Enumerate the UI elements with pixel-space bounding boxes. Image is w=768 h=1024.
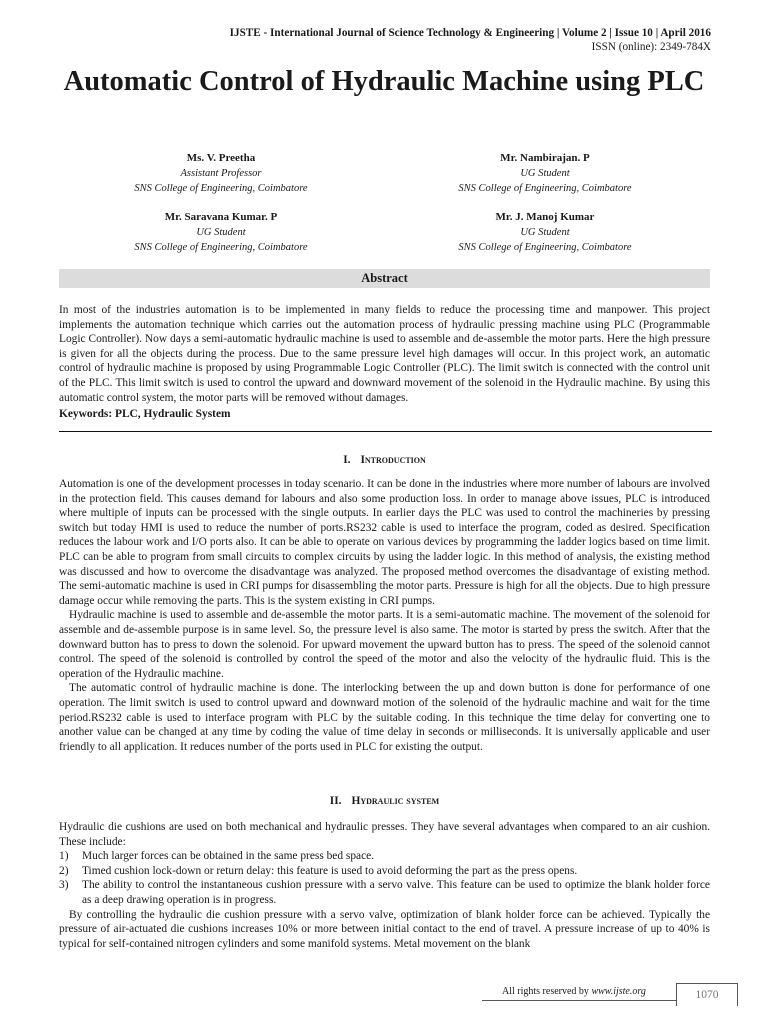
author-name: Mr. J. Manoj Kumar: [495, 211, 595, 223]
list-item: [59, 849, 710, 864]
section-heading-introduction: [59, 453, 710, 467]
author-block: [395, 210, 695, 255]
author-role: UG Student: [520, 227, 570, 238]
section-number: I.: [343, 454, 351, 466]
author-affiliation: SNS College of Engineering, Coimbatore: [134, 242, 308, 253]
list-item: [59, 864, 710, 879]
footer-rule: [482, 1000, 676, 1001]
author-block: [395, 151, 695, 196]
author-role: UG Student: [520, 168, 570, 179]
abstract-text: In most of the industries automation is to be implemented in many fields to reduce the processing time and manpower. This project implements the automation technique which carries out the automation process of hydraulic pressing machine using PLC (Programmable Logic Controller). Now days a semi-automatic hydraulic machine is used to assemble and de-assemble the motor parts. Here the high pressure is given for all the objects during the process. Due to the same pressure level high damages will occur. In this project work, an automatic control of hydraulic machine is proposed by using Programmable Logic Controller (PLC). The limit switch is connected with the control unit of the PLC. This limit switch is used to control the upward and downward movement of the solenoid in the Hydraulic machine. By using this automatic control system, the motor parts will be removed without damages.: [59, 304, 710, 404]
journal-issn: ISSN (online): 2349-784X: [591, 41, 711, 53]
rights-text: All rights reserved by: [502, 986, 589, 997]
journal-url-link[interactable]: www.ijste.org: [591, 986, 646, 997]
paragraph: Hydraulic die cushions are used on both mechanical and hydraulic presses. They have several advantages when compared to an air cushion. These include:: [59, 821, 710, 848]
section-title: Introduction: [360, 454, 426, 466]
author-role: Assistant Professor: [180, 168, 262, 179]
section-number: II.: [329, 795, 342, 807]
list-item: [59, 878, 710, 907]
paper-title: Automatic Control of Hydraulic Machine using PLC: [63, 66, 705, 97]
author-name: Ms. V. Preetha: [186, 152, 256, 164]
author-block: [71, 210, 371, 255]
list-item-text: The ability to control the instantaneous cushion pressure with a servo valve. This feature can be used to optimize the blank holder force as a deep drawing operation is in progress.: [82, 879, 710, 906]
author-name: Mr. Saravana Kumar. P: [164, 211, 278, 223]
section-heading-hydraulic-system: [59, 794, 710, 808]
journal-citation: IJSTE - International Journal of Science Technology & Engineering | Volume 2 | Issue 10 | April 2016: [229, 27, 711, 39]
paragraph: Automation is one of the development processes in today scenario. It can be done in the industries where more number of labours are involved in the protection field. This causes demand for labours and also some production loss. In order to manage above issues, PLC is introduced where multiple of inputs can be processed with the single outputs. In earlier days the PLC was used to control the machineries by pressing switch but today HMI is used to reduce the number of ports.RS232 cable is used to interface the program, coded as desired. Specification reduces the labour work and I/O ports also. It can be able to operate on various devices by programming the ladder logics based on time limit. PLC can be able to program from small circuits to complex circuits by using the ladder logic. In this method of analysis, the existing method was discussed and how to overcome the disadvantage was analyzed. The proposed method overcomes the disadvantage of existing method. The semi-automatic machine is used in CRI pumps for disassembling the motor parts. Pressure is high for all the objects. Due to high pressure damage occur while removing the parts. This is the system existing in CRI pumps.: [59, 478, 710, 607]
author-affiliation: SNS College of Engineering, Coimbatore: [458, 183, 632, 194]
author-affiliation: SNS College of Engineering, Coimbatore: [134, 183, 308, 194]
page-number: 1070: [676, 983, 738, 1006]
author-name: Mr. Nambirajan. P: [500, 152, 590, 164]
paragraph: Hydraulic machine is used to assemble and de-assemble the motor parts. It is a semi-automatic machine. The movement of the solenoid for assemble and de-assemble purpose is in same level. So, the pressure level is also same. The motor is started by press the switch. After that the downward button has to press to down the solenoid. For upward movement the upward button has to press. The speed of the solenoid cannot control. The speed of the solenoid is controlled by control the speed of the motor and also the velocity of the hydraulic fluid. This is the operation of the Hydraulic machine.: [59, 609, 710, 680]
section-title: Hydraulic system: [351, 795, 440, 807]
hydraulic-system-body: [59, 820, 710, 951]
author-affiliation: SNS College of Engineering, Coimbatore: [458, 242, 632, 253]
author-role: UG Student: [196, 227, 246, 238]
list-item-number: 1): [59, 850, 69, 863]
list-item-number: 3): [59, 879, 69, 892]
list-item-text: Timed cushion lock-down or return delay: this feature is used to avoid deforming the part as the press opens.: [82, 864, 578, 877]
journal-header: [230, 26, 711, 54]
list-item-text: Much larger forces can be obtained in the same press bed space.: [82, 850, 375, 863]
paragraph: By controlling the hydraulic die cushion pressure with a servo valve, optimization of blank holder force can be achieved. Typically the pressure of air-actuated die cushions increases 10% or more between initial contact to the end of travel. A pressure increase of up to 40% is typical for self-contained nitrogen cylinders and some manifold systems. Metal movement on the blank: [59, 908, 710, 950]
advantages-list: [59, 849, 710, 907]
list-item-number: 2): [59, 864, 69, 877]
keywords: Keywords: PLC, Hydraulic System: [59, 408, 231, 420]
abstract-heading: Abstract: [59, 269, 710, 288]
author-block: [71, 151, 371, 196]
paragraph: The automatic control of hydraulic machine is done. The interlocking between the up and down button is done for performance of one operation. The limit switch is used to control upward and downward motion of the solenoid of the hydraulic machine and wait for the time period.RS232 cable is used to interface program with PLC by the suitable coding. In this technique the time delay for converting one to another value can be changed at any time by coding the value of time delay in seconds or milliseconds. It is universally applicable and user friendly to all application. It reduces number of the ports used in PLC for existing the output.: [59, 682, 710, 753]
introduction-body: [59, 477, 710, 754]
footer-rights: [502, 985, 646, 998]
section-divider: [59, 431, 712, 432]
